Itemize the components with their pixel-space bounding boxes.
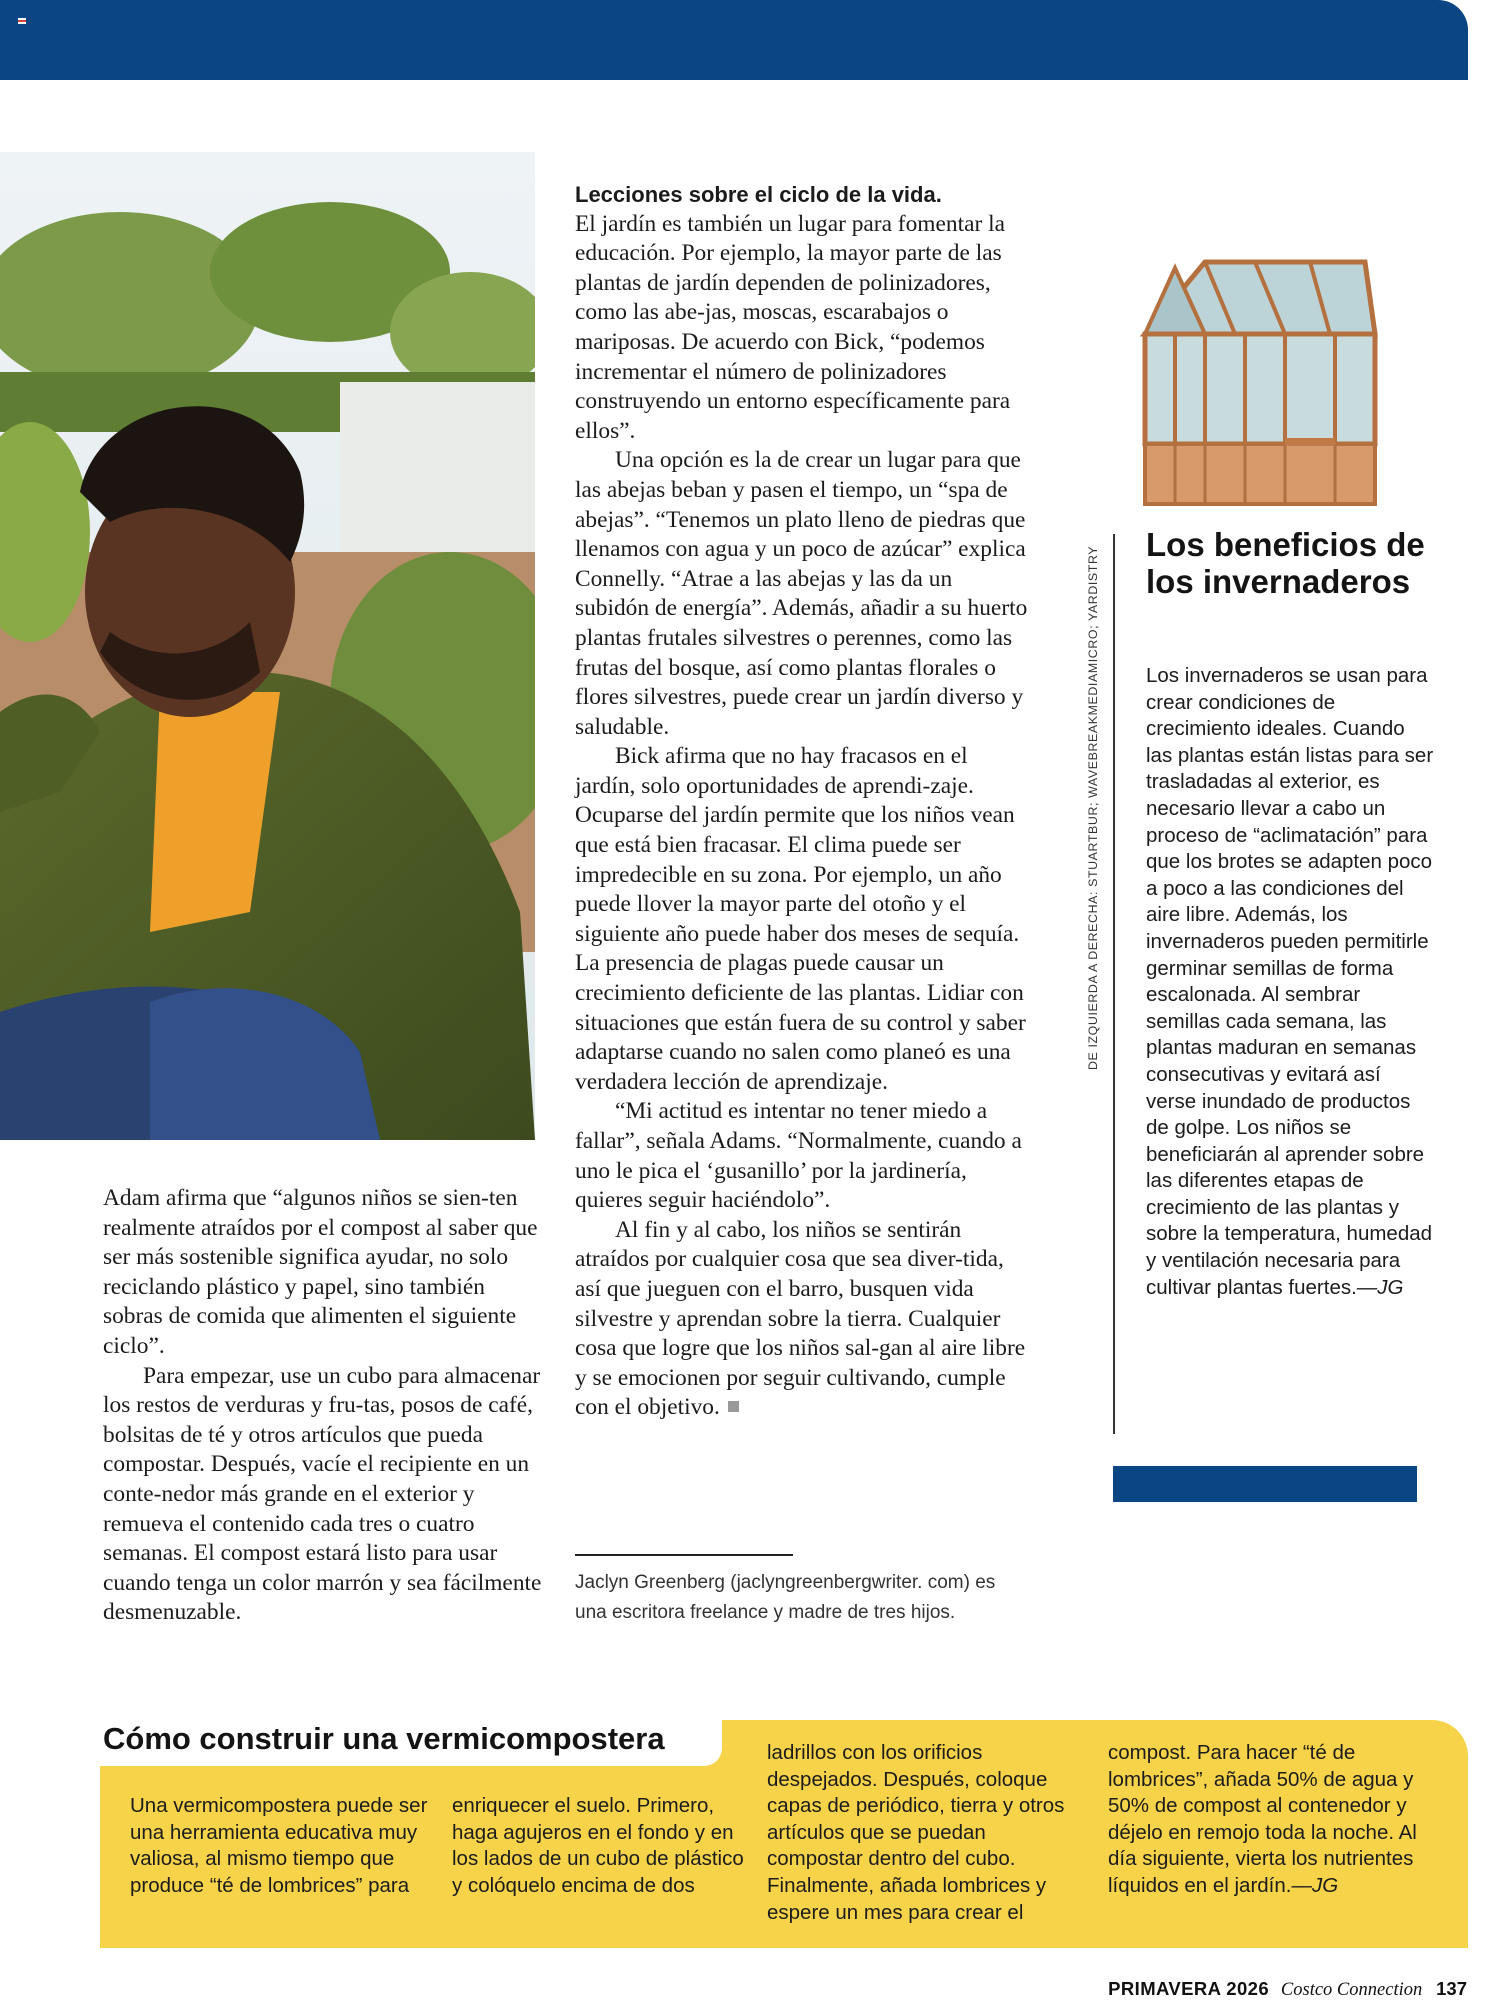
box-column [1108,1740,1438,1900]
article-left-column [103,1184,543,1628]
article-paragraph: Una opción es la de crear un lugar para que las abejas beban y pasen el tiempo, un “spa de abejas”. “Tenemos un plato lleno de piedras que llenamos con agua y un poco de azúcar” explica Connelly. “Atrae a las abejas y las da un subidón de energía”. Además, añadir a su huerto plantas frutales silvestres o perennes, como las frutas del bosque, así como plantas florales o flores silvestres, puede crear un jardín diverso y saludable. [575,447,1028,740]
box-column-text: compost. Para hacer “té de lombrices”, añada 50% de agua y 50% de compost al contenedor y déjelo en remojo toda la noche. Al día siguiente, vierta los nutrientes líquidos en el jardín. [1108,1741,1417,1897]
gardener-photo [0,152,535,1140]
sidebar-footer-bar [1113,1466,1417,1502]
photo-icon [0,152,535,1140]
top-banner [0,0,1468,80]
page-footer [1108,1978,1467,2000]
article-closing-text: Al fin y al cabo, los niños se sentirán atraídos por cualquier cosa que sea diver-tida, así que jueguen con el barro, busquen vida silvestre y aprendan sobre la tierra. Cualquier cosa que logre que los niños sal-gan al aire libre y se emocionen por seguir cultivando, cumple con el objetivo. [575,1216,1026,1421]
article-paragraph: Adam afirma que “algunos niños se sien-ten realmente atraídos por el compost al saber que ser más sostenible significa ayudar, no solo reciclando plástico y papel, sino también sobras de comida que alimenten el siguiente ciclo”. [103,1185,538,1359]
box-column: enriquecer el suelo. Primero, haga agujeros en el fondo y en los lados de un cubo de plástico y colóquelo encima de dos [452,1794,744,1897]
box-title: Cómo construir una vermicompostera [103,1721,665,1756]
sidebar-title: Los beneficios de los invernaderos [1146,526,1425,600]
sidebar-rule [1113,534,1115,1434]
article-paragraph: Para empezar, use un cubo para almacenar los restos de verduras y fru-tas, posos de café, bolsitas de té y otros artículos que pueda compostar. Después, vacíe el recipiente en un conte-nedor más grande en el exterior y remueva el contenido cada tres o cuatro semanas. El compost estará listo para usar cuando tenga un color marrón y sea fácilmente desmenuzable. [103,1362,542,1626]
issue-label: PRIMAVERA 2026 [1108,1978,1270,1999]
article-mid-column [575,180,1030,1423]
magazine-name: Costco Connection [1280,1980,1423,2000]
bio-divider [575,1554,793,1556]
article-paragraph: Bick afirma que no hay fracasos en el jardín, solo oportunidades de aprendi-zaje. Ocuparse del jardín permite que los niños vean que está bien fracasar. El clima puede ser impredecible en su zona. Por ejemplo, un año puede llover la mayor parte del otoño y el siguiente año puede haber dos meses de sequía. [575,743,1020,947]
flag-icon [18,18,26,24]
article-paragraph: La presencia de plagas puede causar un crecimiento deficiente de las plantas. Lidiar con situaciones que están fuera de su control y saber adaptarse cuando no salen como planeó es una verdadera lección de aprendizaje. [575,950,1026,1095]
author-bio: Jaclyn Greenberg (jaclyngreenbergwriter. com) es una escritora freelance y madre de tres hijos. [575,1572,996,1623]
sidebar-body-text: Los invernaderos se usan para crear condiciones de crecimiento ideales. Cuando las plantas están listas para ser trasladadas al exterior, es necesario llevar a cabo un proceso de “aclimatación” para que los brotes se adapten poco a poco a las condiciones del aire libre. Además, los invernaderos pueden permitirle germinar semillas de forma escalonada. Al sembrar semillas cada semana, las plantas maduran en semanas consecutivas y evitará así verse inundado de productos de golpe. Los niños se beneficiarán al aprender sobre las diferentes etapas de crecimiento de las plantas y sobre la temperatura, humedad y ventilación necesaria para cultivar plantas fuertes. [1146,664,1434,1299]
section-heading: Lecciones sobre el ciclo de la vida. [575,182,942,207]
end-mark-icon [728,1401,739,1412]
sidebar-signature: —JG [1356,1275,1404,1299]
article-paragraph: “Mi actitud es intentar no tener miedo a fallar”, señala Adams. “Normalmente, cuando a uno le pica el ‘gusanillo’ por la jardinería, quieres seguir haciéndolo”. [575,1098,1022,1214]
page-number: 137 [1436,1978,1467,1999]
article-paragraph [575,1216,1030,1423]
box-signature: —JG [1291,1873,1339,1897]
greenhouse-image [1135,248,1385,510]
box-column: Una vermicompostera puede ser una herramienta educativa muy valiosa, al mismo tiempo que produce “té de lombrices” para [130,1794,428,1897]
box-column: ladrillos con los orificios despejados. Después, coloque capas de periódico, tierra y otros artículos que se puedan compostar dentro del cubo. Finalmente, añada lombrices y espere un mes para crear el [767,1741,1065,1924]
photo-credit: DE IZQUIERDA A DERECHA: STUARTBUR; WAVEBREAKMEDIAMICRO; YARDISTRY [1086,545,1100,1070]
article-paragraph: El jardín es también un lugar para fomentar la educación. Por ejemplo, la mayor parte de las plantas de jardín dependen de polinizadores, como las abe-jas, moscas, escarabajos o mariposas. De acuerdo con Bick, “podemos incrementar el número de polinizadores construyendo un entorno específicamente para ellos”. [575,210,1011,444]
sidebar-body [1146,663,1436,1301]
greenhouse-icon [1135,248,1385,510]
